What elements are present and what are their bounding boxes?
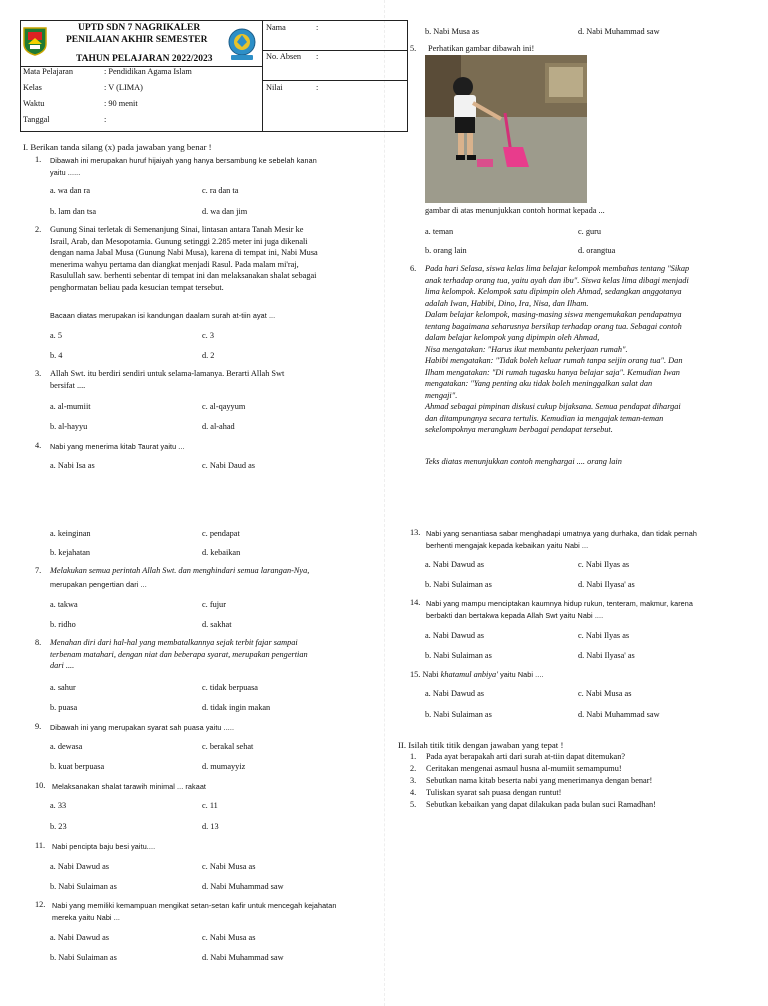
q3-text-cont: bersifat .... <box>50 381 86 390</box>
q3-option-d[interactable]: d. al-ahad <box>202 422 235 431</box>
essay-question: Pada ayat berapakah arti dari surah at-tiin dapat ditemukan? <box>426 752 626 761</box>
meta-label-subject: Mata Pelajaran <box>23 67 73 76</box>
q15-number: 15. <box>410 670 421 679</box>
q3-option-b[interactable]: b. al-hayyu <box>50 422 88 431</box>
q6-line: mengatakan: "Yang penting aku tidak boleh meninggalkan salat dan <box>425 379 653 388</box>
q7-option-d[interactable]: d. sakhat <box>202 620 232 629</box>
q15-option-d[interactable]: d. Nabi Muhammad saw <box>578 710 660 719</box>
q14-option-b[interactable]: b. Nabi Sulaiman as <box>425 651 492 660</box>
q1-option-a[interactable]: a. wa dan ra <box>50 186 91 195</box>
essay-number: 1. <box>410 752 417 761</box>
q6-option-d[interactable]: d. kebaikan <box>202 548 241 557</box>
q6-line: dalam belajar kelompok yang dipimpin oleh Ahmad, <box>425 333 600 342</box>
q8-line: terbenam matahari, dengan niat dan beberapa syarat, merupakan pengertian <box>50 649 308 659</box>
q9-number: 9. <box>35 722 42 731</box>
q6-line: Nisa mengatakan: "Harus ikut membantu pekerjaan rumah". <box>425 344 628 354</box>
q1-text-cont: yaitu ...... <box>50 168 81 177</box>
q5-option-a[interactable]: a. teman <box>425 227 454 236</box>
q14-text-cont: berbakti dan bertakwa kepada Allah Swt yaitu Nabi .... <box>426 611 604 620</box>
q8-line: dari .... <box>50 661 75 670</box>
q13-option-d[interactable]: d. Nabi Ilyasa' as <box>578 580 635 589</box>
q15-option-a[interactable]: a. Nabi Dawud as <box>425 689 484 698</box>
q13-option-c[interactable]: c. Nabi Ilyas as <box>578 560 630 569</box>
q5-option-b[interactable]: b. orang lain <box>425 246 467 255</box>
q5-number: 5. <box>410 44 417 53</box>
q2-line: dengan nama Jabal Musa (Gunung Nabi Musa), karena di tempat ini, Nabi Musa <box>50 248 318 257</box>
q11-text: Nabi pencipta baju besi yaitu.... <box>52 842 156 851</box>
q7-option-c[interactable]: c. fujur <box>202 600 226 609</box>
q12-option-a[interactable]: a. Nabi Dawud as <box>50 933 109 942</box>
q2-line: menerima wahyu pertama dan diangkat menjadi Rasul. Pada malam mi'raj, <box>50 259 299 269</box>
q6-line: lima kelompok. Kelompok satu dipimpin oleh Ahmad, sedangkan anggotanya <box>425 287 682 296</box>
q11-option-c[interactable]: c. Nabi Musa as <box>202 862 256 871</box>
q4-number: 4. <box>35 441 42 450</box>
q13-number: 13. <box>410 528 421 537</box>
q8-option-c[interactable]: c. tidak berpuasa <box>202 683 258 692</box>
q7-option-b[interactable]: b. ridho <box>50 620 76 629</box>
q12-text: Nabi yang memiliki kemampuan mengikat setan-setan kafir untuk mencegah kejahatan <box>52 901 337 910</box>
q1-option-b[interactable]: b. lam dan tsa <box>50 207 97 216</box>
q6-line: mengaji". <box>425 390 458 400</box>
school-name: UPTD SDN 7 NAGRIKALER <box>78 23 201 33</box>
q1-option-d[interactable]: d. wa dan jim <box>202 207 248 216</box>
q10-number: 10. <box>35 781 46 790</box>
q13-text: Nabi yang senantiasa sabar menghadapi umatnya yang durhaka, dan tidak pernah <box>426 529 697 538</box>
q5-option-d[interactable]: d. orangtua <box>578 246 616 255</box>
q5-photo <box>425 55 587 203</box>
q6-line: adalah Iwan, Habibi, Dino, Ira, Nisa, dan Ilham. <box>425 298 589 308</box>
q6-option-a[interactable]: a. keinginan <box>50 529 91 538</box>
q4-option-b[interactable]: b. Nabi Musa as <box>425 27 479 36</box>
q9-option-c[interactable]: c. berakal sehat <box>202 742 254 751</box>
q4-text: Nabi yang menerima kitab Taurat yaitu ... <box>50 442 185 451</box>
q6-line: Pada hari Selasa, siswa kelas lima belajar kelompok membahas tentang "Sikap <box>425 264 690 273</box>
q9-option-d[interactable]: d. mumayyiz <box>202 762 246 771</box>
q9-text: Dibawah ini yang merupakan syarat sah puasa yaitu ..... <box>50 723 235 732</box>
q1-option-c[interactable]: c. ra dan ta <box>202 186 239 195</box>
student-name-label: Nama <box>266 23 286 32</box>
q14-number: 14. <box>410 598 421 607</box>
q2-option-b[interactable]: b. 4 <box>50 351 63 360</box>
q6-number: 6. <box>410 264 417 273</box>
q1-number: 1. <box>35 155 42 164</box>
q2-number: 2. <box>35 225 42 234</box>
q4-option-d[interactable]: d. Nabi Muhammad saw <box>578 27 660 36</box>
exam-name: PENILAIAN AKHIR SEMESTER <box>66 35 208 45</box>
header-divider <box>262 21 263 132</box>
essay-number: 3. <box>410 776 417 785</box>
q9-option-a[interactable]: a. dewasa <box>50 742 83 751</box>
absen-field[interactable]: : <box>316 52 319 61</box>
q8-option-a[interactable]: a. sahur <box>50 683 76 692</box>
header-rule <box>262 50 408 51</box>
essay-question: Tuliskan syarat sah puasa dengan runtut! <box>426 788 562 797</box>
q6-line: anak terhadap orang tua, yaitu ayah dan ibu". Siswa kelas lima dibagi menjadi <box>425 275 689 285</box>
q12-option-b[interactable]: b. Nabi Sulaiman as <box>50 953 117 962</box>
section1-instruction: I. Berikan tanda silang (x) pada jawaban yang benar ! <box>23 142 212 152</box>
q11-option-a[interactable]: a. Nabi Dawud as <box>50 862 109 871</box>
q7-option-a[interactable]: a. takwa <box>50 600 78 609</box>
q11-option-b[interactable]: b. Nabi Sulaiman as <box>50 882 117 891</box>
q10-option-d[interactable]: d. 13 <box>202 822 219 831</box>
q11-number: 11. <box>35 841 46 850</box>
q2-option-d[interactable]: d. 2 <box>202 351 215 360</box>
q14-text: Nabi yang mampu menciptakan kaumnya hidup rukun, tenteram, makmur, karena <box>426 599 693 608</box>
q3-option-c[interactable]: c. al-qayyum <box>202 402 246 411</box>
essay-number: 2. <box>410 764 417 773</box>
child-sweeping-image <box>425 55 587 203</box>
essay-number: 5. <box>410 800 417 809</box>
q15-text-pre: Nabi <box>422 670 441 679</box>
q10-text: Melaksanakan shalat tarawih minimal ... rakaat <box>52 782 207 791</box>
q15-option-c[interactable]: c. Nabi Musa as <box>578 689 632 698</box>
q5-text: Perhatikan gambar dibawah ini! <box>428 44 535 53</box>
q3-number: 3. <box>35 369 42 378</box>
q6-option-c[interactable]: c. pendapat <box>202 529 240 538</box>
score-label: Nilai <box>266 83 283 92</box>
q2-line: Gunung Sinai terletak di Semenanjung Sinai, lintasan antara Tanah Mesir ke <box>50 225 304 234</box>
meta-label-time: Waktu <box>23 99 45 108</box>
q11-option-d[interactable]: d. Nabi Muhammad saw <box>202 882 284 891</box>
q15-question <box>410 670 544 679</box>
absen-label: No. Absen <box>266 52 302 61</box>
q2-line: Rasulullah saw. berhenti sebentar di tempat ini dan melaksanakan shalat sebagai <box>50 271 317 280</box>
q6-line: dan ditampungnya secara tertulis. Kemudian ia mengajak teman-teman <box>425 413 664 423</box>
q6-line: sekelompoknya merangkum berbagai pendapat tersebut. <box>425 425 613 434</box>
q2-line: Israil, Arab, dan Mesopotamia. Gunung setinggi 2.285 meter ini juga dikenali <box>50 236 308 246</box>
q6-line: Ahmad sebagai pimpinan diskusi cukup bijaksana. Semua pendapat dihargai <box>425 402 681 411</box>
q6-subquestion: Teks diatas menunjukkan contoh menghargai .... orang lain <box>425 457 622 466</box>
q15-text-post: yaitu Nabi .... <box>497 670 544 679</box>
q6-line: tentang bagaimana seharusnya bersikap terhadap orang tua. Sebagai contoh <box>425 321 682 331</box>
q12-number: 12. <box>35 900 46 909</box>
q15-text-italic: khatamul anbiya' <box>440 670 498 679</box>
q13-option-a[interactable]: a. Nabi Dawud as <box>425 560 484 569</box>
q8-option-d[interactable]: d. tidak ingin makan <box>202 703 271 712</box>
school-year: TAHUN PELAJARAN 2022/2023 <box>76 54 213 64</box>
q2-subquestion: Bacaan diatas merupakan isi kandungan daalam surah at-tiin ayat ... <box>50 311 276 320</box>
q8-line: Menahan diri dari hal-hal yang membatalkannya sejak terbit fajar sampai <box>50 638 298 647</box>
q1-text: Dibawah ini merupakan huruf hijaiyah yang hanya bersambung ke sebelah kanan <box>50 156 317 165</box>
q9-option-b[interactable]: b. kuat berpuasa <box>50 762 105 771</box>
q10-option-a[interactable]: a. 33 <box>50 801 67 810</box>
q8-option-b[interactable]: b. puasa <box>50 703 78 712</box>
student-name-field[interactable]: : <box>316 23 319 32</box>
q14-option-a[interactable]: a. Nabi Dawud as <box>425 631 484 640</box>
q7-number: 7. <box>35 566 42 575</box>
q3-option-a[interactable]: a. al-mumiit <box>50 402 91 411</box>
q2-line: penghormatan beliau pada kesucian tempat tersebut. <box>50 282 224 292</box>
score-field[interactable]: : <box>316 83 319 92</box>
meta-value-subject: : Pendidikan Agama Islam <box>104 67 192 76</box>
q5-option-c[interactable]: c. guru <box>578 227 602 236</box>
essay-question: Sebutkan kebaikan yang dapat dilakukan pada bulan suci Ramadhan! <box>426 800 656 809</box>
section2-instruction: II. Isilah titik titik dengan jawaban yang tepat ! <box>398 740 564 750</box>
q7-text: Melakukan semua perintah Allah Swt. dan menghindari semua larangan-Nya, <box>50 566 310 575</box>
q2-option-a[interactable]: a. 5 <box>50 331 62 340</box>
q6-line: Dalam belajar kelompok, masing-masing siswa mengemukakan pendapatnya <box>425 310 682 319</box>
q3-text: Allah Swt. itu berdiri sendiri untuk selama-lamanya. Berarti Allah Swt <box>50 369 285 378</box>
tut-wuri-emblem-icon <box>227 26 257 62</box>
meta-value-class: : V (LIMA) <box>104 83 143 92</box>
q5-caption: gambar di atas menunjukkan contoh hormat kepada ... <box>425 206 605 215</box>
page-split-line <box>384 0 385 1006</box>
q12-option-c[interactable]: c. Nabi Musa as <box>202 933 256 942</box>
q10-option-b[interactable]: b. 23 <box>50 822 67 831</box>
q12-text-cont: mereka yaitu Nabi ... <box>52 913 121 922</box>
q12-option-d[interactable]: d. Nabi Muhammad saw <box>202 953 284 962</box>
q7-text-cont: merupakan pengertian dari ... <box>50 580 147 589</box>
q14-option-c[interactable]: c. Nabi Ilyas as <box>578 631 630 640</box>
q10-option-c[interactable]: c. 11 <box>202 801 218 810</box>
q6-line: Ilham mengatakan: "Di rumah tugasku hanya belajar saja". Kemudian Iwan <box>425 367 680 377</box>
q6-option-b[interactable]: b. kejahatan <box>50 548 91 557</box>
essay-number: 4. <box>410 788 417 797</box>
regional-emblem-icon <box>22 26 48 56</box>
q4-option-a[interactable]: a. Nabi Isa as <box>50 461 95 470</box>
q6-line: Habibi mengatakan: "Tidak boleh keluar rumah tanpa seijin orang tua". Dan <box>425 356 683 365</box>
meta-value-time: : 90 menit <box>104 99 138 108</box>
header-rule <box>262 80 408 81</box>
meta-value-date: : <box>104 115 107 124</box>
essay-question: Ceritakan mengenai asmaul husna al-mumiit semampumu! <box>426 764 622 773</box>
essay-question: Sebutkan nama kitab beserta nabi yang menerimanya dengan benar! <box>426 776 653 785</box>
q15-option-b[interactable]: b. Nabi Sulaiman as <box>425 710 492 719</box>
q13-text-cont: berhenti mengajak kepada kebaikan yaitu Nabi ... <box>426 541 589 550</box>
q14-option-d[interactable]: d. Nabi Ilyasa' as <box>578 651 635 660</box>
q2-option-c[interactable]: c. 3 <box>202 331 214 340</box>
meta-label-date: Tanggal <box>23 115 50 124</box>
q4-option-c[interactable]: c. Nabi Daud as <box>202 461 255 470</box>
q8-number: 8. <box>35 638 42 647</box>
meta-label-class: Kelas <box>23 83 42 92</box>
q13-option-b[interactable]: b. Nabi Sulaiman as <box>425 580 492 589</box>
